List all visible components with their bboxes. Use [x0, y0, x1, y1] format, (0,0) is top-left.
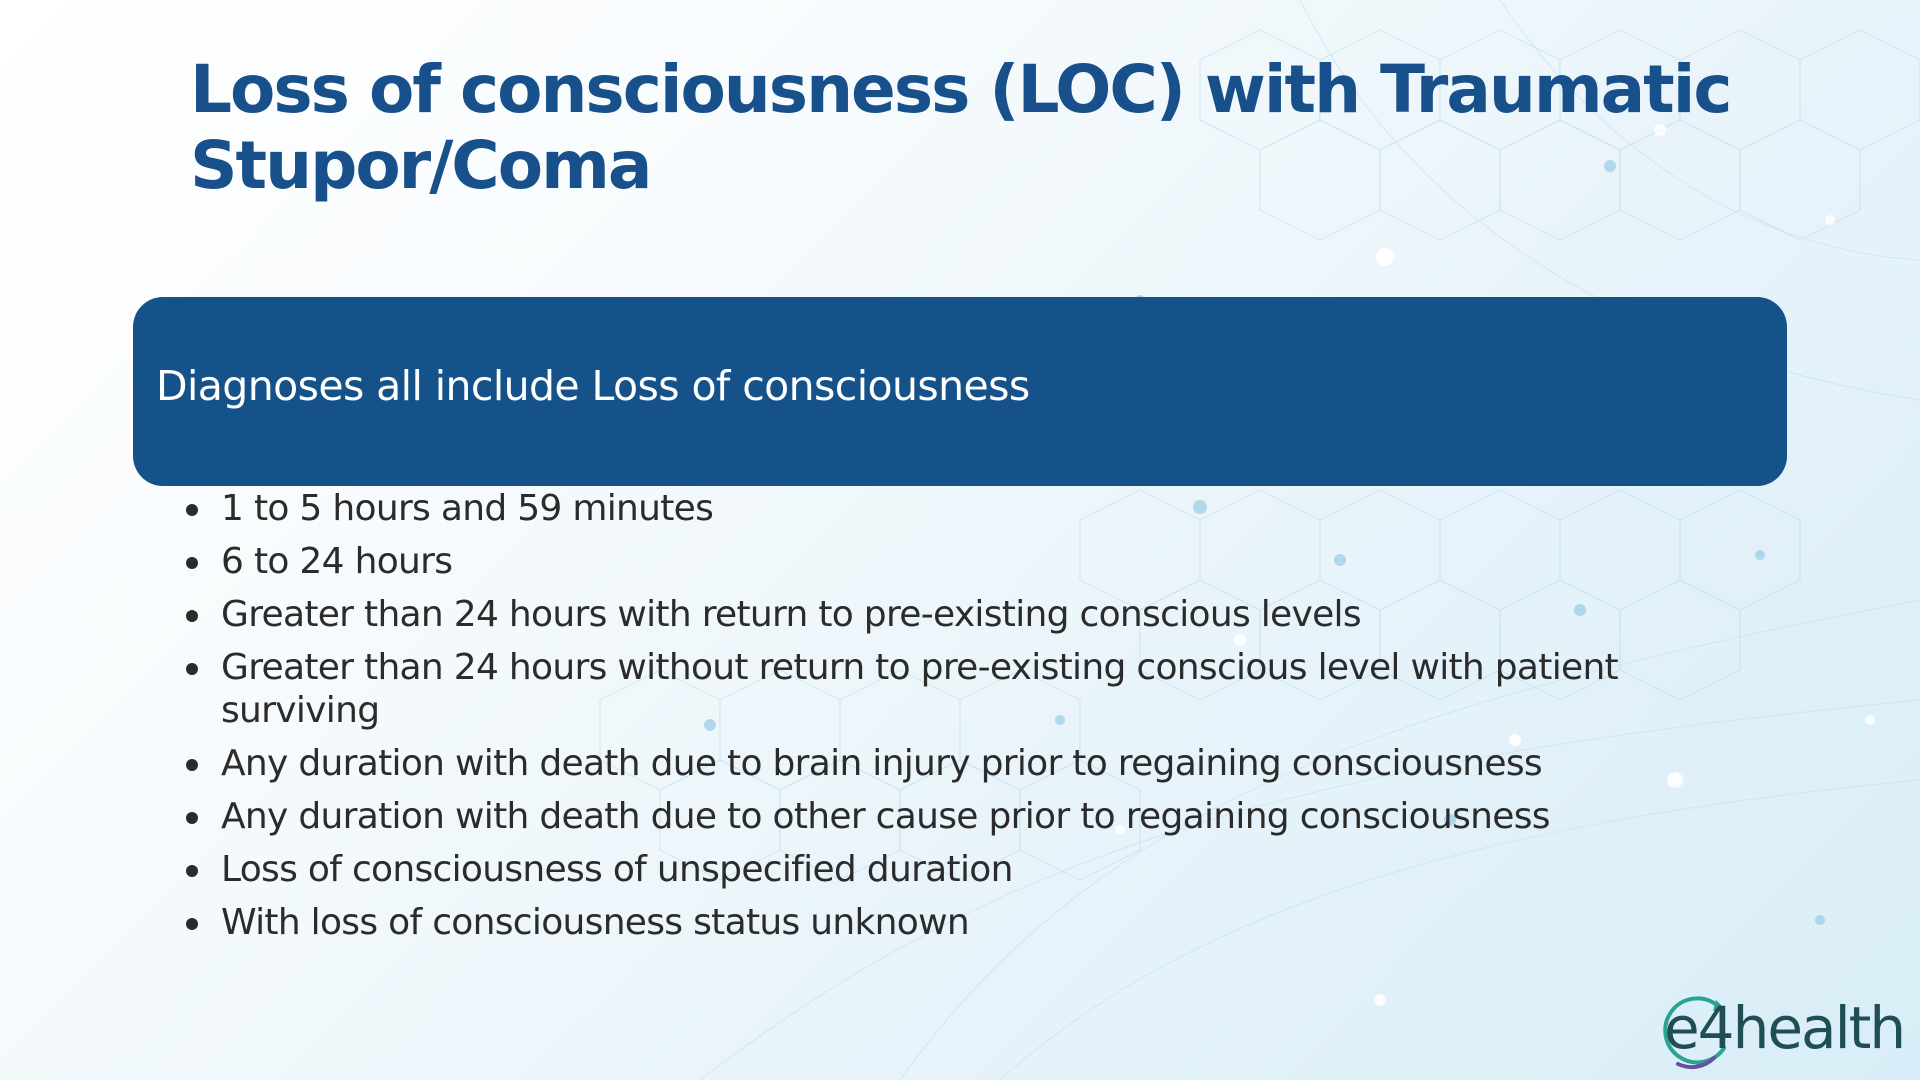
- bullet-dot-icon: [186, 865, 198, 877]
- list-item: [186, 487, 1706, 530]
- list-item-text: Loss of consciousness of unspecified duration: [221, 849, 1013, 890]
- bullet-dot-icon: [186, 557, 198, 569]
- logo-text: e4health: [1664, 994, 1905, 1062]
- list-item-text: Any duration with death due to brain injury prior to regaining consciousness: [221, 743, 1542, 784]
- bullet-dot-icon: [186, 610, 198, 622]
- list-item-text: 6 to 24 hours: [221, 541, 453, 582]
- list-item-text: Any duration with death due to other cause prior to regaining consciousness: [221, 796, 1550, 837]
- bullet-list: [186, 487, 1706, 954]
- bullet-dot-icon: [186, 812, 198, 824]
- list-item-text: Greater than 24 hours without return to pre-existing conscious level with patient surviving: [221, 647, 1618, 731]
- list-item: [186, 593, 1706, 636]
- bullet-dot-icon: [186, 663, 198, 675]
- header-box-text: Diagnoses all include Loss of consciousness: [156, 361, 1030, 410]
- slide-title: Loss of consciousness (LOC) with Traumatic Stupor/Coma: [190, 51, 1731, 204]
- list-item-text: 1 to 5 hours and 59 minutes: [221, 488, 714, 529]
- list-item-text: Greater than 24 hours with return to pre-existing conscious levels: [221, 594, 1361, 635]
- bullet-dot-icon: [186, 918, 198, 930]
- list-item-text: With loss of consciousness status unknown: [221, 902, 969, 943]
- list-item: [186, 848, 1706, 891]
- list-item: [186, 646, 1706, 732]
- list-item: [186, 742, 1706, 785]
- list-item: [186, 901, 1706, 944]
- header-box: [133, 297, 1787, 486]
- e4health-logo: [1664, 988, 1904, 1068]
- bullet-dot-icon: [186, 759, 198, 771]
- list-item: [186, 795, 1706, 838]
- bullet-dot-icon: [186, 504, 198, 516]
- list-item: [186, 540, 1706, 583]
